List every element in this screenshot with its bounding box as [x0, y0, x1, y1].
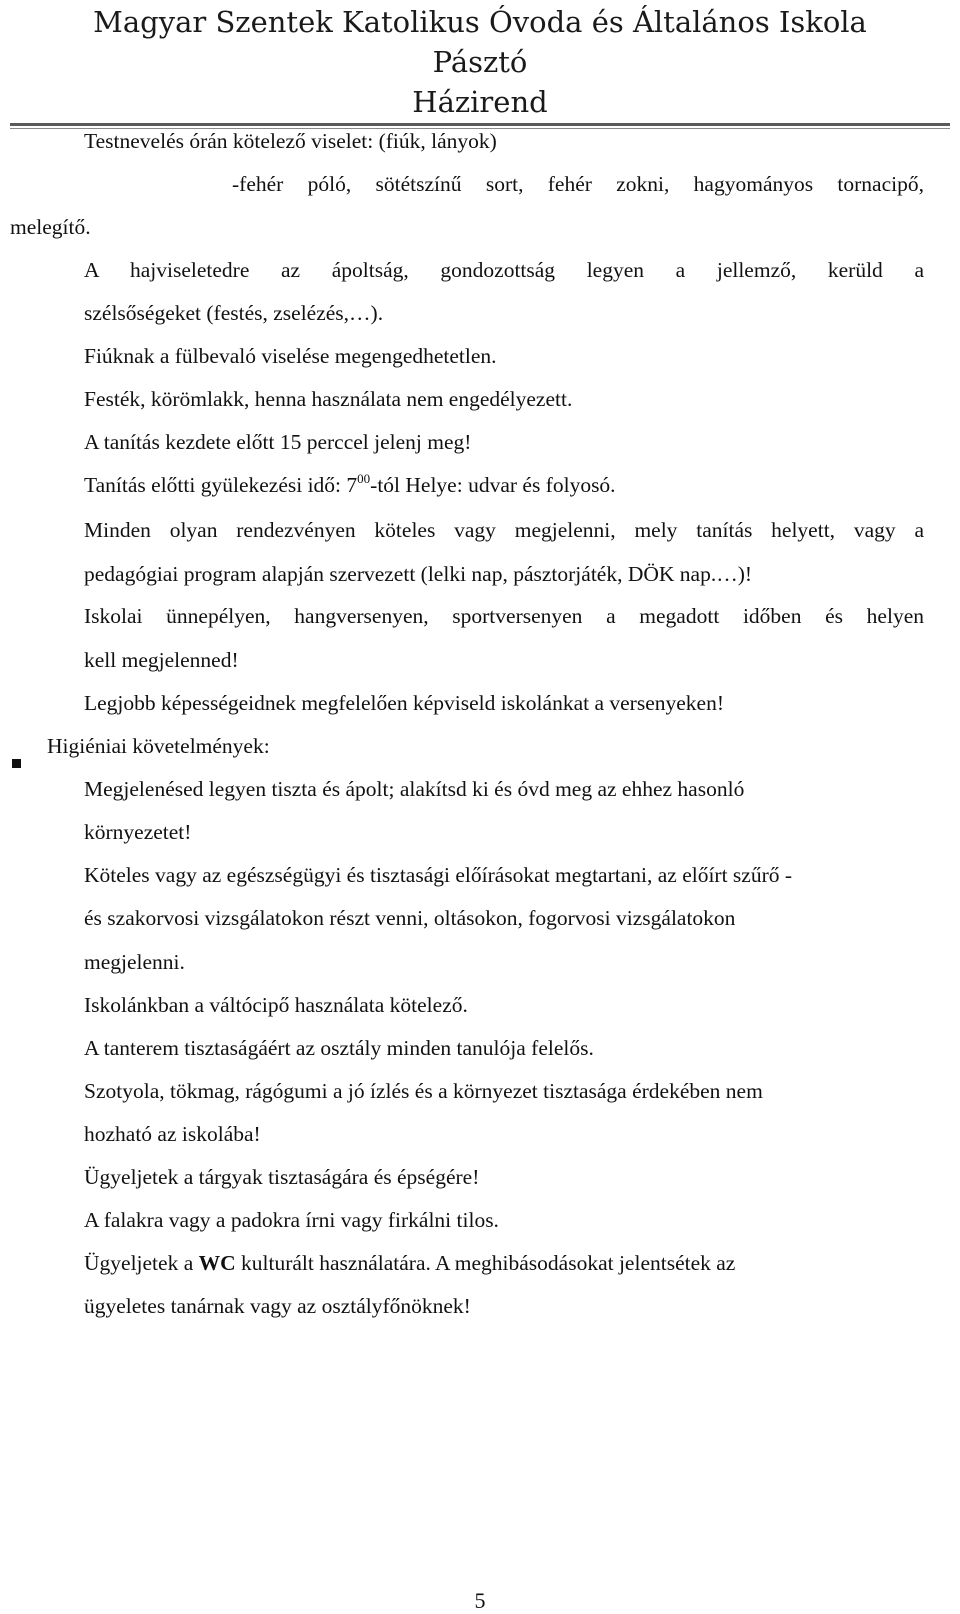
- assembly-place: -tól Helye: udvar és folyosó.: [370, 473, 616, 497]
- square-bullet-icon: [12, 759, 21, 768]
- hair-rule: A hajviseletedre az ápoltság, gondozottság legyen a jellemző, kerüld a: [84, 258, 924, 282]
- pe-dress-items: -fehér póló, sötétszínű sort, fehér zokni, hagyományos tornacipő,: [232, 172, 924, 196]
- assembly-time-minutes: 00: [357, 471, 371, 486]
- wc-rule-cont: ügyeletes tanárnak vagy az osztályfőnöknek!: [84, 1294, 471, 1318]
- wc-rule: [84, 1250, 735, 1276]
- header-rule-thick: [10, 123, 950, 126]
- competition-rule: Legjobb képességeidnek megfelelően képviseld iskolánkat a versenyeken!: [84, 691, 724, 715]
- document-title: Házirend: [412, 85, 548, 119]
- walls-rule: A falakra vagy a padokra írni vagy firkálni tilos.: [84, 1208, 499, 1232]
- health-rule: Köteles vagy az egészségügyi és tisztasági előírásokat megtartani, az előírt szűrő -: [84, 863, 793, 887]
- appearance-rule-cont: környezetet!: [84, 820, 192, 844]
- snacks-rule-cont: hozható az iskolába!: [84, 1122, 261, 1146]
- school-name: Magyar Szentek Katolikus Óvoda és Általános Iskola: [93, 5, 867, 39]
- pe-dress-title: Testnevelés órán kötelező viselet: (fiúk, lányok): [84, 129, 497, 153]
- health-rule-end: megjelenni.: [84, 950, 185, 974]
- assembly-time: [84, 472, 616, 498]
- school-town: Pásztó: [432, 45, 528, 79]
- hair-rule-cont: szélsőségeket (festés, zselézés,…).: [84, 301, 384, 325]
- assembly-time-label: Tanítás előtti gyülekezési idő: 7: [84, 473, 358, 497]
- wc-rule-emphasis: WC: [198, 1251, 236, 1275]
- celebration-rule-cont: kell megjelenned!: [84, 648, 239, 672]
- page-header: [0, 0, 960, 122]
- earring-rule: Fiúknak a fülbevaló viselése megengedhetetlen.: [84, 344, 497, 368]
- classroom-rule: A tanterem tisztaságáért az osztály minden tanulója felelős.: [84, 1036, 594, 1060]
- wc-rule-start: Ügyeljetek a: [84, 1251, 199, 1275]
- cosmetics-rule: Festék, körömlakk, henna használata nem engedélyezett.: [84, 387, 573, 411]
- celebration-rule: Iskolai ünnepélyen, hangversenyen, sportversenyen a megadott időben és helyen: [84, 604, 924, 628]
- appearance-rule: Megjelenésed legyen tiszta és ápolt; alakítsd ki és óvd meg az ehhez hasonló: [84, 777, 745, 801]
- events-rule-cont: pedagógiai program alapján szervezett (lelki nap, pásztorjáték, DÖK nap.…)!: [84, 562, 753, 586]
- pe-dress-items-cont: melegítő.: [10, 215, 91, 239]
- health-rule-cont: és szakorvosi vizsgálatokon részt venni, oltásokon, fogorvosi vizsgálatokon: [84, 906, 736, 930]
- arrival-rule: A tanítás kezdete előtt 15 perccel jelenj meg!: [84, 430, 472, 454]
- objects-rule: Ügyeljetek a tárgyak tisztaságára és épségére!: [84, 1165, 480, 1189]
- hygiene-heading: Higiéniai követelmények:: [47, 734, 270, 758]
- events-rule: Minden olyan rendezvényen köteles vagy megjelenni, mely tanítás helyett, vagy a: [84, 518, 924, 542]
- snacks-rule: Szotyola, tökmag, rágógumi a jó ízlés és a környezet tisztasága érdekében nem: [84, 1079, 763, 1103]
- page-number: 5: [474, 1588, 486, 1613]
- slippers-rule: Iskolánkban a váltócipő használata kötelező.: [84, 993, 468, 1017]
- wc-rule-end: kulturált használatára. A meghibásodásokat jelentsétek az: [235, 1251, 736, 1275]
